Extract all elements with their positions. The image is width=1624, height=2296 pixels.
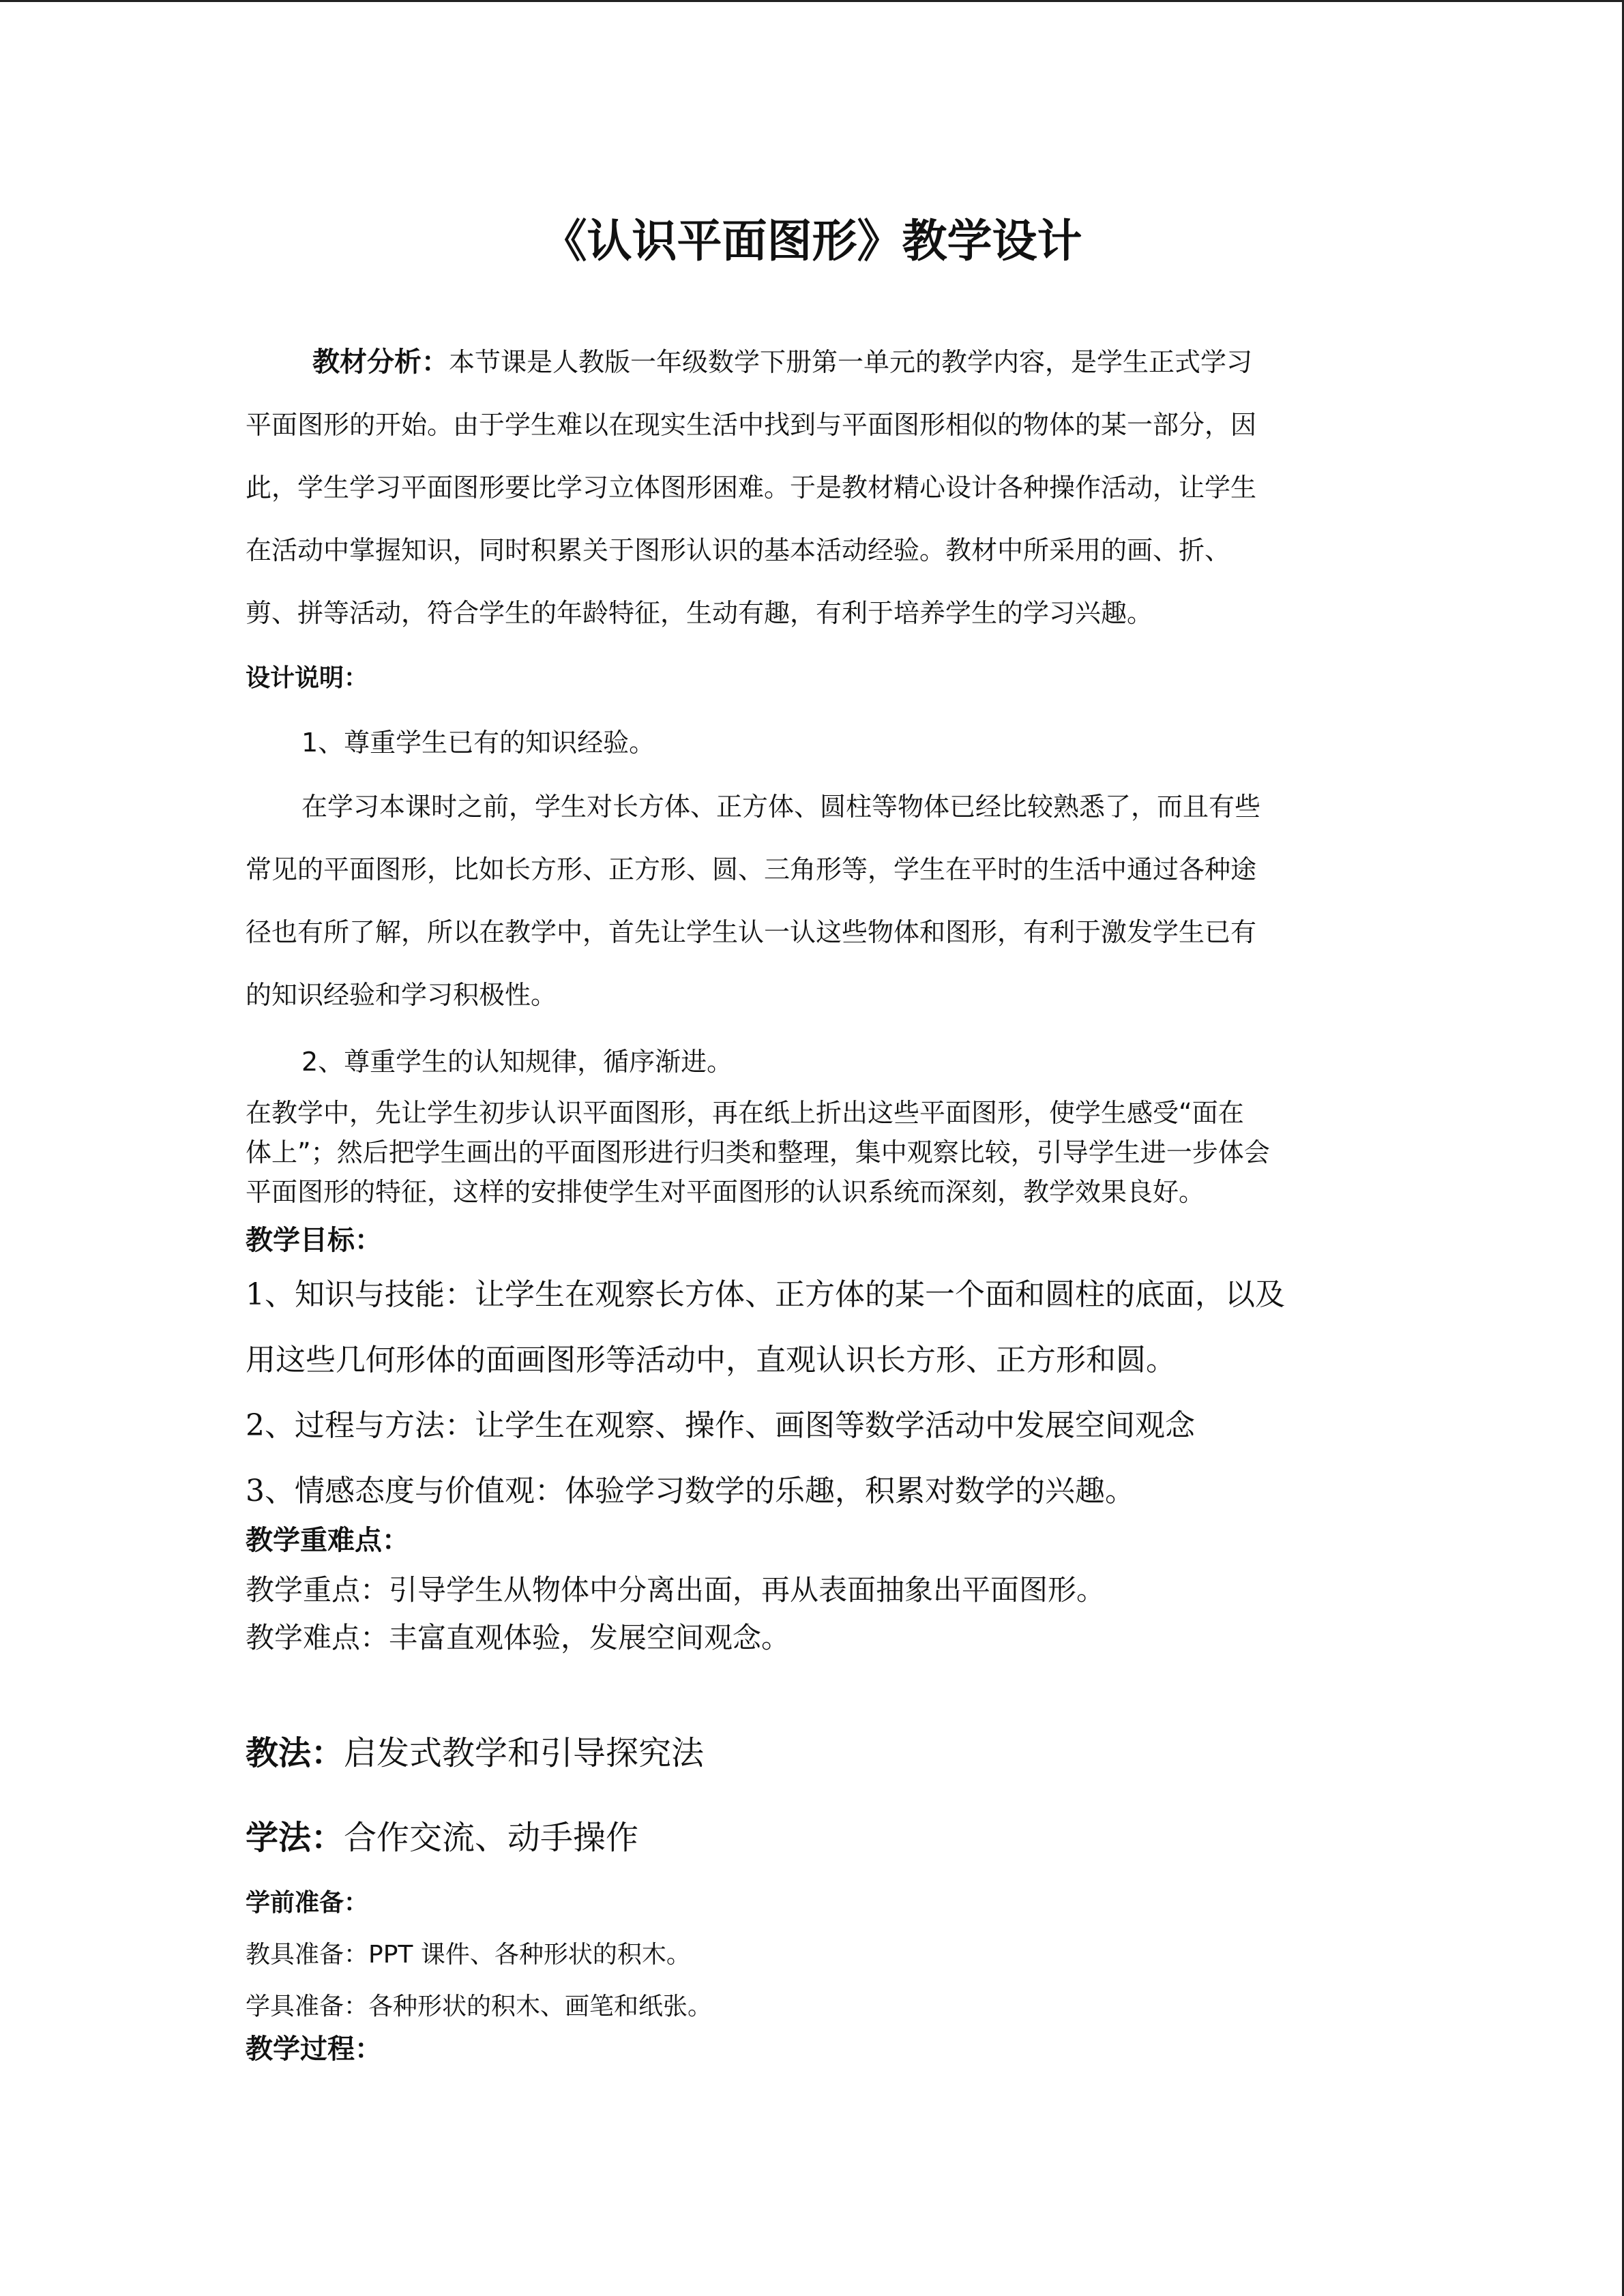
objective-line: 用这些几何形体的面画图形等活动中，直观认识长方形、正方形和圆。 [246, 1343, 1176, 1377]
design-point-2-line: 在教学中，先让学生初步认识平面图形，再在纸上折出这些平面图形，使学生感受“面在 [246, 1098, 1244, 1128]
objective-line: 3、情感态度与价值观：体验学习数学的乐趣，积累对数学的兴趣。 [246, 1474, 1135, 1508]
design-notes-heading: 设计说明： [246, 664, 369, 692]
teaching-method-text: 启发式教学和引导探究法 [344, 1734, 705, 1772]
objective-line: 2、过程与方法：让学生在观察、操作、画图等数学活动中发展空间观念 [246, 1408, 1195, 1443]
material-analysis-line: 教材分析：本节课是人教版一年级数学下册第一单元的教学内容，是学生正式学习 [312, 346, 1253, 378]
design-point-1-body [246, 775, 1378, 1026]
objective-line: 1、知识与技能：让学生在观察长方体、正方体的某一个面和圆柱的底面，以及 [246, 1277, 1285, 1312]
material-analysis-line: 在活动中掌握知识，同时积累关于图形认识的基本活动经验。教材中所采用的画、折、 [246, 535, 1231, 565]
design-point-1-line: 的知识经验和学习积极性。 [246, 980, 557, 1010]
key-point-line: 教学难点：丰富直观体验，发展空间观念。 [246, 1621, 791, 1654]
design-point-1-line: 常见的平面图形，比如长方形、正方形、圆、三角形等，学生在平时的生活中通过各种途 [246, 854, 1257, 884]
design-point-1-line: 径也有所了解，所以在教学中，首先让学生认一认这些物体和图形，有利于激发学生已有 [246, 917, 1257, 947]
material-analysis-label: 教材分析： [312, 346, 449, 378]
key-points-list [246, 1566, 1378, 1662]
design-point-2-title: 2、尊重学生的认知规律，循序渐进。 [301, 1047, 733, 1077]
design-point-1-line: 在学习本课时之前，学生对长方体、正方体、圆柱等物体已经比较熟悉了，而且有些 [301, 792, 1261, 822]
document-title: 《认识平面图形》教学设计 [542, 214, 1082, 267]
process-heading: 教学过程： [246, 2033, 382, 2065]
teaching-method [246, 1726, 1378, 1780]
material-analysis-line: 剪、拼等活动，符合学生的年龄特征，生动有趣，有利于培养学生的学习兴趣。 [246, 598, 1153, 628]
preparation-list [246, 1929, 1378, 2033]
learning-method-text: 合作交流、动手操作 [344, 1819, 639, 1857]
material-analysis-line: 此，学生学习平面图形要比学习立体图形困难。于是教材精心设计各种操作活动，让学生 [246, 473, 1257, 503]
key-point-line: 教学重点：引导学生从物体中分离出面，再从表面抽象出平面图形。 [246, 1573, 1106, 1607]
teaching-method-label: 教法： [246, 1734, 344, 1772]
material-analysis [246, 331, 1378, 644]
objectives-list [246, 1262, 1378, 1524]
design-point-2-body [246, 1093, 1378, 1212]
design-point-1-title: 1、尊重学生已有的知识经验。 [301, 728, 655, 758]
design-point-2-line: 体上”；然后把学生画出的平面图形进行归类和整理，集中观察比较，引导学生进一步体会 [246, 1137, 1270, 1167]
design-point-2-line: 平面图形的特征，这样的安排使学生对平面图形的认识系统而深刻，教学效果良好。 [246, 1177, 1205, 1207]
objectives-heading: 教学目标： [246, 1225, 382, 1256]
preparation-heading: 学前准备： [246, 1889, 369, 1917]
key-points-heading: 教学重难点： [246, 1525, 409, 1556]
material-analysis-line: 平面图形的开始。由于学生难以在现实生活中找到与平面图形相似的物体的某一部分，因 [246, 410, 1257, 440]
learning-method [246, 1810, 1378, 1865]
learning-method-label: 学法： [246, 1819, 344, 1857]
preparation-line: 教具准备：PPT 课件、各种形状的积木。 [246, 1941, 691, 1969]
preparation-line: 学具准备：各种形状的积木、画笔和纸张。 [246, 1993, 713, 2021]
